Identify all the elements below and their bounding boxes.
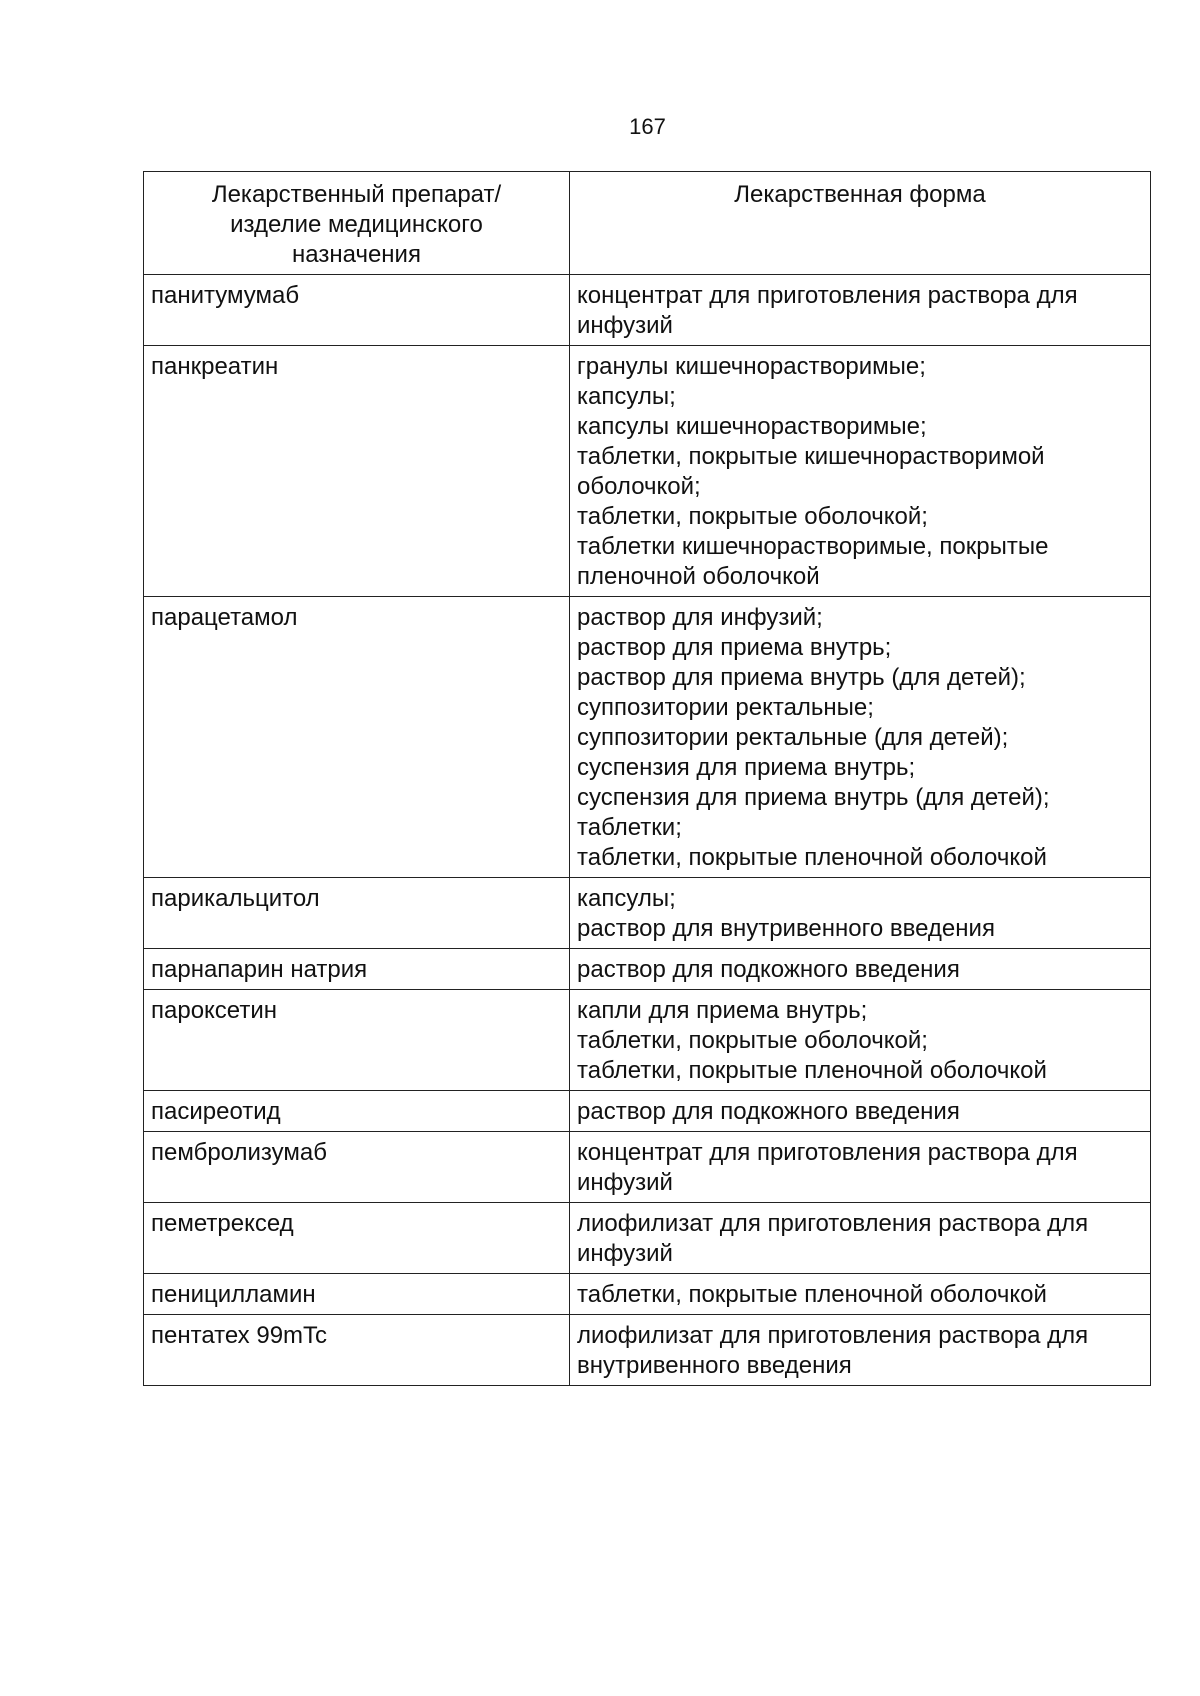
- dosage-form-line: таблетки;: [577, 814, 682, 841]
- header-form: [570, 172, 1151, 275]
- dosage-form-cell: [570, 990, 1151, 1091]
- dosage-form-line: раствор для приема внутрь;: [577, 634, 892, 661]
- drug-name-cell: [144, 990, 570, 1091]
- page-number: 167: [629, 114, 666, 139]
- drug-name: пентатех 99mTc: [151, 1322, 328, 1349]
- dosage-form-line: таблетки, покрытые пленочной оболочкой: [577, 844, 1047, 871]
- dosage-form-line: суспензия для приема внутрь (для детей);: [577, 784, 1050, 811]
- header-line: Лекарственный препарат/: [211, 181, 502, 208]
- dosage-form-cell: [570, 597, 1151, 878]
- dosage-form-line: раствор для внутривенного введения: [577, 915, 995, 942]
- drug-name: пембролизумаб: [151, 1139, 327, 1166]
- dosage-form-line: таблетки, покрытые пленочной оболочкой: [577, 1057, 1047, 1084]
- table-row: [144, 1132, 1151, 1203]
- table-row: [144, 1274, 1151, 1315]
- dosage-form-line: суспензия для приема внутрь;: [577, 754, 916, 781]
- dosage-form-line: суппозитории ректальные (для детей);: [577, 724, 1009, 751]
- drug-name-cell: [144, 1091, 570, 1132]
- header-row: [144, 172, 1151, 275]
- dosage-form-line: инфузий: [577, 1169, 673, 1196]
- dosage-form-line: таблетки кишечнорастворимые, покрытые: [577, 533, 1049, 560]
- dosage-form-cell: [570, 275, 1151, 346]
- drug-name-cell: [144, 1203, 570, 1274]
- table-row: [144, 597, 1151, 878]
- drug-forms-table: [143, 171, 1151, 1386]
- drug-name: пеницилламин: [151, 1281, 316, 1308]
- dosage-form-line: суппозитории ректальные;: [577, 694, 874, 721]
- drug-name-cell: [144, 1315, 570, 1386]
- drug-name: парикальцитол: [151, 885, 320, 912]
- dosage-form-cell: [570, 1132, 1151, 1203]
- drug-name-cell: [144, 878, 570, 949]
- dosage-form-line: раствор для инфузий;: [577, 604, 823, 631]
- header-line: назначения: [292, 241, 421, 268]
- table-row: [144, 346, 1151, 597]
- dosage-form-cell: [570, 1274, 1151, 1315]
- dosage-form-line: раствор для приема внутрь (для детей);: [577, 664, 1026, 691]
- dosage-form-cell: [570, 1203, 1151, 1274]
- dosage-form-line: оболочкой;: [577, 473, 701, 500]
- drug-name: пеметрексед: [151, 1210, 294, 1237]
- table-row: [144, 275, 1151, 346]
- drug-name-cell: [144, 597, 570, 878]
- drug-name-cell: [144, 346, 570, 597]
- table-row: [144, 1315, 1151, 1386]
- table-row: [144, 1203, 1151, 1274]
- dosage-form-line: концентрат для приготовления раствора для: [577, 1139, 1078, 1166]
- dosage-form-line: таблетки, покрытые кишечнорастворимой: [577, 443, 1045, 470]
- dosage-form-line: капсулы;: [577, 383, 676, 410]
- dosage-form-line: внутривенного введения: [577, 1352, 852, 1379]
- drug-name: панкреатин: [151, 353, 279, 380]
- drug-name-cell: [144, 1132, 570, 1203]
- drug-name: парнапарин натрия: [151, 956, 368, 983]
- dosage-form-line: пленочной оболочкой: [577, 563, 820, 590]
- drug-name: пароксетин: [151, 997, 278, 1024]
- table-row: [144, 949, 1151, 990]
- table-body: [144, 275, 1151, 1386]
- dosage-form-line: инфузий: [577, 1240, 673, 1267]
- table-row: [144, 1091, 1151, 1132]
- dosage-form-line: инфузий: [577, 312, 673, 339]
- dosage-form-line: таблетки, покрытые оболочкой;: [577, 503, 928, 530]
- dosage-form-cell: [570, 878, 1151, 949]
- header-drug: [144, 172, 570, 275]
- dosage-form-line: раствор для подкожного введения: [577, 1098, 960, 1125]
- header-line: изделие медицинского: [230, 211, 483, 238]
- dosage-form-line: капсулы кишечнорастворимые;: [577, 413, 927, 440]
- drug-name-cell: [144, 275, 570, 346]
- dosage-form-line: гранулы кишечнорастворимые;: [577, 353, 926, 380]
- dosage-form-line: раствор для подкожного введения: [577, 956, 960, 983]
- drug-name: панитумумаб: [151, 282, 300, 309]
- dosage-form-line: концентрат для приготовления раствора для: [577, 282, 1078, 309]
- dosage-form-line: капсулы;: [577, 885, 676, 912]
- drug-name-cell: [144, 949, 570, 990]
- table-row: [144, 990, 1151, 1091]
- table-header: [144, 172, 1151, 275]
- dosage-form-line: капли для приема внутрь;: [577, 997, 868, 1024]
- drug-name: пасиреотид: [151, 1098, 281, 1125]
- dosage-form-cell: [570, 346, 1151, 597]
- dosage-form-line: лиофилизат для приготовления раствора для: [577, 1210, 1089, 1237]
- dosage-form-line: лиофилизат для приготовления раствора для: [577, 1322, 1089, 1349]
- drug-name-cell: [144, 1274, 570, 1315]
- drug-name: парацетамол: [151, 604, 298, 631]
- dosage-form-cell: [570, 1315, 1151, 1386]
- dosage-form-line: таблетки, покрытые оболочкой;: [577, 1027, 928, 1054]
- dosage-form-cell: [570, 949, 1151, 990]
- dosage-form-cell: [570, 1091, 1151, 1132]
- dosage-form-line: таблетки, покрытые пленочной оболочкой: [577, 1281, 1047, 1308]
- header-line: Лекарственная форма: [734, 181, 986, 208]
- table-row: [144, 878, 1151, 949]
